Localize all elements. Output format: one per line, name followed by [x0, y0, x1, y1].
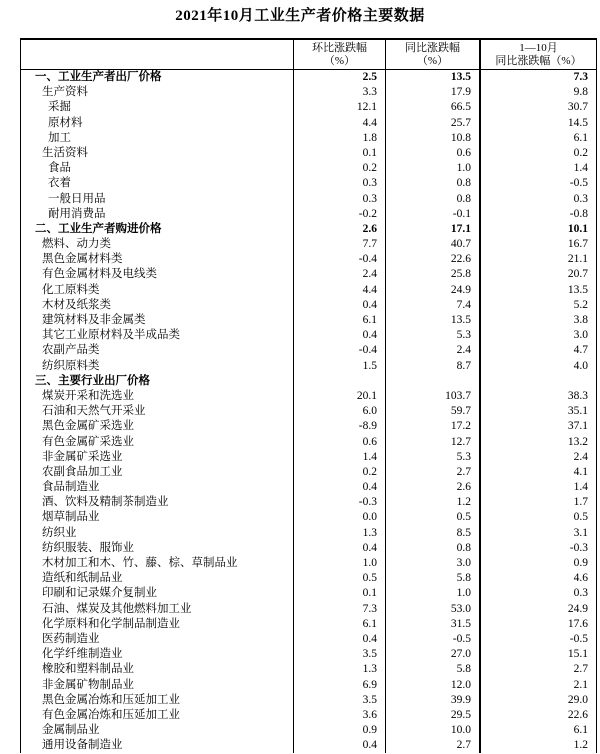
- row-label: 金属制品业: [21, 723, 294, 738]
- row-ytd-value: 2.7: [573, 663, 588, 676]
- row-mom-value: 12.1: [294, 100, 386, 115]
- row-yoy-value: 29.5: [386, 708, 481, 723]
- row-mom-value: 1.3: [294, 662, 386, 677]
- row-ytd-value: 1.4: [573, 162, 588, 175]
- row-label: 化学纤维制造业: [21, 647, 294, 662]
- row-ytd-value: 37.1: [567, 420, 588, 433]
- table-row: [21, 252, 596, 267]
- row-yoy-value: 27.0: [386, 647, 481, 662]
- table-row: [21, 723, 596, 738]
- row-ytd-value: 10.1: [567, 222, 588, 235]
- row-ytd-value: 9.8: [573, 86, 588, 99]
- row-yoy-value: [386, 374, 481, 389]
- row-label: 非金属矿采选业: [21, 450, 294, 465]
- row-ytd-value: 4.0: [573, 359, 588, 372]
- table-row: [21, 602, 596, 617]
- row-yoy-value: 5.3: [386, 450, 481, 465]
- row-label: 一、工业生产者出厂价格: [21, 70, 294, 85]
- row-label: 煤炭开采和洗选业: [21, 389, 294, 404]
- row-mom-value: 0.1: [294, 146, 386, 161]
- row-label: 木材及纸浆类: [21, 298, 294, 313]
- row-yoy-value: 40.7: [386, 237, 481, 252]
- row-ytd-value: 14.5: [567, 116, 588, 129]
- row-yoy-value: 39.9: [386, 693, 481, 708]
- row-ytd-value: -0.5: [569, 177, 588, 190]
- row-yoy-value: 2.6: [386, 480, 481, 495]
- table-row: [21, 267, 596, 282]
- row-mom-value: 0.2: [294, 465, 386, 480]
- row-yoy-value: 2.7: [386, 738, 481, 753]
- row-ytd-value: 21.1: [567, 253, 588, 266]
- row-yoy-value: -0.1: [386, 207, 481, 222]
- row-ytd-value: 3.1: [573, 526, 588, 539]
- header-ytd-line2: 同比涨跌幅（%）: [495, 55, 582, 67]
- row-yoy-value: 22.6: [386, 252, 481, 267]
- row-label: 农副食品加工业: [21, 465, 294, 480]
- row-label: 化学原料和化学制品制造业: [21, 617, 294, 632]
- row-ytd-value: 13.2: [567, 435, 588, 448]
- row-mom-value: 0.3: [294, 192, 386, 207]
- table-row: [21, 450, 596, 465]
- row-ytd-value: 3.0: [573, 329, 588, 342]
- row-mom-value: 2.4: [294, 267, 386, 282]
- row-mom-value: -0.4: [294, 252, 386, 267]
- row-label: 生活资料: [21, 146, 294, 161]
- row-label: 生产资料: [21, 85, 294, 100]
- row-mom-value: 20.1: [294, 389, 386, 404]
- header-empty-cell: [21, 40, 294, 69]
- header-mom-cell: [294, 40, 386, 69]
- table-row: [21, 556, 596, 571]
- row-label: 石油、煤炭及其他燃料加工业: [21, 602, 294, 617]
- row-yoy-value: 10.8: [386, 131, 481, 146]
- row-mom-value: 1.4: [294, 450, 386, 465]
- row-label: 采掘: [21, 100, 294, 115]
- row-yoy-value: 0.5: [386, 510, 481, 525]
- row-mom-value: 0.4: [294, 480, 386, 495]
- row-yoy-value: 1.0: [386, 586, 481, 601]
- row-yoy-value: 12.0: [386, 678, 481, 693]
- table-row: [21, 222, 596, 237]
- row-yoy-value: 25.8: [386, 267, 481, 282]
- row-mom-value: 3.5: [294, 647, 386, 662]
- row-label: 医药制造业: [21, 632, 294, 647]
- table-row: [21, 313, 596, 328]
- row-ytd-value: 30.7: [567, 101, 588, 114]
- row-yoy-value: 13.5: [386, 313, 481, 328]
- row-yoy-value: 10.0: [386, 723, 481, 738]
- table-row: [21, 207, 596, 222]
- row-ytd-value: 15.1: [567, 648, 588, 661]
- header-mom-line1: 环比涨跌幅: [312, 41, 367, 54]
- row-mom-value: 3.5: [294, 693, 386, 708]
- row-label: 纺织服装、服饰业: [21, 541, 294, 556]
- row-yoy-value: 103.7: [386, 389, 481, 404]
- row-mom-value: 0.4: [294, 541, 386, 556]
- table-row: [21, 541, 596, 556]
- row-yoy-value: 12.7: [386, 435, 481, 450]
- row-mom-value: 0.0: [294, 510, 386, 525]
- row-mom-value: 0.5: [294, 571, 386, 586]
- row-label: 有色金属矿采选业: [21, 435, 294, 450]
- row-mom-value: 6.1: [294, 617, 386, 632]
- row-label: 木材加工和木、竹、藤、棕、草制品业: [21, 556, 294, 571]
- row-ytd-value: 4.7: [573, 344, 588, 357]
- table-row: [21, 70, 596, 85]
- row-mom-value: 0.4: [294, 738, 386, 753]
- row-mom-value: 3.6: [294, 708, 386, 723]
- row-ytd-value: 22.6: [567, 708, 588, 721]
- table-header-row: [21, 40, 596, 70]
- table-row: [21, 116, 596, 131]
- header-yoy-cell: [386, 40, 481, 69]
- row-yoy-value: 0.8: [386, 176, 481, 191]
- row-label: 三、主要行业出厂价格: [21, 374, 294, 389]
- row-ytd-value: 4.1: [573, 465, 588, 478]
- row-mom-value: 0.4: [294, 328, 386, 343]
- row-mom-value: -0.2: [294, 207, 386, 222]
- row-ytd-value: 20.7: [567, 268, 588, 281]
- row-yoy-value: 2.7: [386, 465, 481, 480]
- row-yoy-value: 2.4: [386, 343, 481, 358]
- row-ytd-value: 0.2: [573, 146, 588, 159]
- table-row: [21, 237, 596, 252]
- row-label: 一般日用品: [21, 192, 294, 207]
- row-ytd-value: 2.4: [573, 450, 588, 463]
- row-ytd-value: 6.1: [573, 131, 588, 144]
- table-row: [21, 359, 596, 374]
- row-yoy-value: 17.9: [386, 85, 481, 100]
- row-label: 石油和天然气开采业: [21, 404, 294, 419]
- header-mom-line2: （%）: [323, 55, 356, 67]
- row-yoy-value: 7.4: [386, 298, 481, 313]
- row-ytd-value: 29.0: [567, 693, 588, 706]
- table-row: [21, 617, 596, 632]
- row-label: 印刷和记录媒介复制业: [21, 586, 294, 601]
- table-row: [21, 404, 596, 419]
- row-mom-value: 1.5: [294, 359, 386, 374]
- row-mom-value: 1.0: [294, 556, 386, 571]
- row-mom-value: 2.6: [294, 222, 386, 237]
- row-label: 纺织业: [21, 526, 294, 541]
- row-label: 黑色金属材料类: [21, 252, 294, 267]
- table-row: [21, 283, 596, 298]
- header-ytd-cell: [481, 40, 596, 69]
- row-ytd-value: 4.6: [573, 572, 588, 585]
- row-ytd-value: 13.5: [567, 283, 588, 296]
- row-ytd-value: 24.9: [567, 602, 588, 615]
- row-yoy-value: 5.3: [386, 328, 481, 343]
- row-label: 加工: [21, 131, 294, 146]
- row-label: 通用设备制造业: [21, 738, 294, 753]
- row-mom-value: 0.4: [294, 298, 386, 313]
- row-label: 黑色金属矿采选业: [21, 419, 294, 434]
- row-yoy-value: 53.0: [386, 602, 481, 617]
- table-row: [21, 176, 596, 191]
- row-label: 酒、饮料及精制茶制造业: [21, 495, 294, 510]
- table-row: [21, 586, 596, 601]
- row-ytd-value: -0.3: [569, 541, 588, 554]
- row-mom-value: 1.8: [294, 131, 386, 146]
- table-row: [21, 374, 596, 389]
- row-mom-value: 1.3: [294, 526, 386, 541]
- row-yoy-value: 8.7: [386, 359, 481, 374]
- table-row: [21, 131, 596, 146]
- header-ytd-line1: 1—10月: [519, 41, 558, 54]
- table-row: [21, 435, 596, 450]
- table-row: [21, 510, 596, 525]
- row-yoy-value: 0.8: [386, 541, 481, 556]
- row-yoy-value: 25.7: [386, 116, 481, 131]
- table-row: [21, 100, 596, 115]
- table-row: [21, 693, 596, 708]
- row-yoy-value: 0.6: [386, 146, 481, 161]
- row-label: 原材料: [21, 116, 294, 131]
- row-label: 有色金属冶炼和压延加工业: [21, 708, 294, 723]
- row-mom-value: 6.0: [294, 404, 386, 419]
- row-label: 食品制造业: [21, 480, 294, 495]
- row-yoy-value: 66.5: [386, 100, 481, 115]
- row-mom-value: 0.9: [294, 723, 386, 738]
- row-label: 二、工业生产者购进价格: [21, 222, 294, 237]
- row-label: 造纸和纸制品业: [21, 571, 294, 586]
- table-row: [21, 298, 596, 313]
- table-body: [21, 70, 596, 753]
- row-mom-value: 2.5: [294, 70, 386, 85]
- row-label: 非金属矿物制品业: [21, 678, 294, 693]
- row-mom-value: -8.9: [294, 419, 386, 434]
- row-label: 纺织原料类: [21, 359, 294, 374]
- row-label: 衣着: [21, 176, 294, 191]
- row-ytd-value: 16.7: [567, 238, 588, 251]
- table-row: [21, 161, 596, 176]
- table-row: [21, 146, 596, 161]
- row-ytd-value: 3.8: [573, 314, 588, 326]
- row-ytd-value: 35.1: [567, 405, 588, 418]
- table-row: [21, 192, 596, 207]
- table-row: [21, 495, 596, 510]
- table-row: [21, 343, 596, 358]
- table-row: [21, 328, 596, 343]
- row-yoy-value: 59.7: [386, 404, 481, 419]
- row-yoy-value: 24.9: [386, 283, 481, 298]
- row-label: 有色金属材料及电线类: [21, 267, 294, 282]
- row-mom-value: 0.3: [294, 176, 386, 191]
- table-row: [21, 678, 596, 693]
- row-label: 农副产品类: [21, 343, 294, 358]
- row-yoy-value: 5.8: [386, 662, 481, 677]
- row-mom-value: 7.3: [294, 602, 386, 617]
- table-row: [21, 632, 596, 647]
- table-row: [21, 662, 596, 677]
- table-row: [21, 738, 596, 753]
- row-label: 黑色金属冶炼和压延加工业: [21, 693, 294, 708]
- row-yoy-value: 5.8: [386, 571, 481, 586]
- row-yoy-value: -0.5: [386, 632, 481, 647]
- row-yoy-value: 8.5: [386, 526, 481, 541]
- row-label: 燃料、动力类: [21, 237, 294, 252]
- row-mom-value: 0.6: [294, 435, 386, 450]
- row-ytd-value: 1.2: [573, 739, 588, 752]
- table-row: [21, 526, 596, 541]
- row-label: 耐用消费品: [21, 207, 294, 222]
- row-ytd-value: 17.6: [567, 617, 588, 630]
- row-yoy-value: 17.1: [386, 222, 481, 237]
- row-label: 化工原料类: [21, 283, 294, 298]
- row-ytd-value: 38.3: [567, 389, 588, 402]
- row-mom-value: 7.7: [294, 237, 386, 252]
- row-yoy-value: 13.5: [386, 70, 481, 85]
- page-title: 2021年10月工业生产者价格主要数据: [175, 8, 425, 24]
- row-ytd-value: 1.4: [573, 481, 588, 494]
- header-yoy-line2: （%）: [416, 55, 449, 67]
- row-mom-value: 4.4: [294, 116, 386, 131]
- row-ytd-value: 0.5: [573, 511, 588, 524]
- row-ytd-value: 5.2: [573, 298, 588, 311]
- row-mom-value: -0.3: [294, 495, 386, 510]
- table-row: [21, 647, 596, 662]
- row-ytd-value: 1.7: [573, 496, 588, 509]
- row-yoy-value: 0.8: [386, 192, 481, 207]
- row-ytd-value: 6.1: [573, 724, 588, 737]
- row-label: 建筑材料及非金属类: [21, 313, 294, 328]
- row-label: 烟草制品业: [21, 510, 294, 525]
- row-label: 其它工业原材料及半成品类: [21, 328, 294, 343]
- table-row: [21, 480, 596, 495]
- table-row: [21, 465, 596, 480]
- row-label: 橡胶和塑料制品业: [21, 662, 294, 677]
- row-mom-value: -0.4: [294, 343, 386, 358]
- row-ytd-value: 0.9: [573, 557, 588, 569]
- row-mom-value: 4.4: [294, 283, 386, 298]
- row-yoy-value: 1.2: [386, 495, 481, 510]
- row-ytd-value: 2.1: [573, 678, 588, 691]
- header-yoy-line1: 同比涨跌幅: [405, 41, 460, 54]
- row-mom-value: 6.9: [294, 678, 386, 693]
- row-ytd-value: 0.3: [573, 192, 588, 205]
- row-mom-value: 0.2: [294, 161, 386, 176]
- row-ytd-value: -0.5: [569, 632, 588, 645]
- row-ytd-value: -0.8: [569, 207, 588, 220]
- row-mom-value: 6.1: [294, 313, 386, 328]
- row-ytd-value: [481, 374, 596, 389]
- table-row: [21, 389, 596, 404]
- row-mom-value: [294, 374, 386, 389]
- row-ytd-value: 7.3: [573, 71, 588, 83]
- table-row: [21, 419, 596, 434]
- row-yoy-value: 3.0: [386, 556, 481, 571]
- row-mom-value: 3.3: [294, 85, 386, 100]
- row-ytd-value: 0.3: [573, 587, 588, 600]
- row-yoy-value: 1.0: [386, 161, 481, 176]
- table-row: [21, 85, 596, 100]
- table-row: [21, 571, 596, 586]
- row-label: 食品: [21, 161, 294, 176]
- row-mom-value: 0.4: [294, 632, 386, 647]
- row-yoy-value: 17.2: [386, 419, 481, 434]
- price-table: [20, 38, 597, 753]
- row-yoy-value: 31.5: [386, 617, 481, 632]
- table-row: [21, 708, 596, 723]
- row-mom-value: 0.1: [294, 586, 386, 601]
